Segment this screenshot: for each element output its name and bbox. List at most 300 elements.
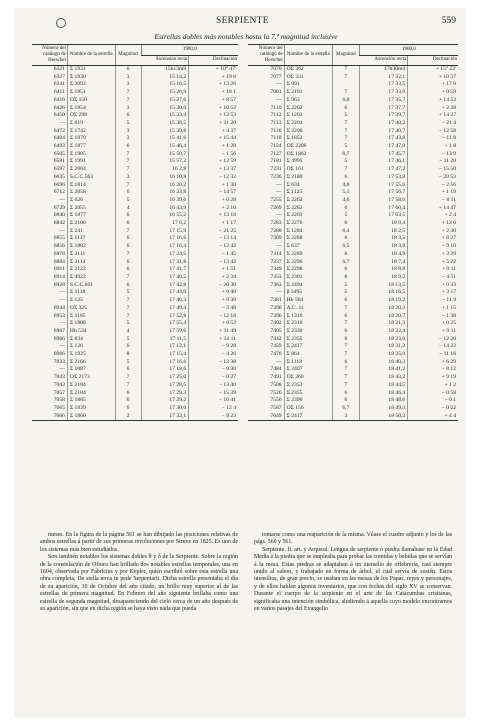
table-row [248,135,458,143]
magnitude: 5 [333,158,360,166]
magnitude: 6 [115,397,141,405]
star-name: S.C.C.601 [67,282,115,290]
table-row [32,220,238,228]
catalog-number: 7396 [270,312,282,319]
declination: − 13 42 [189,259,238,267]
star-name: Σ 126 [67,343,115,351]
magnitude: 6 [333,205,360,213]
table-row [248,120,458,128]
catalog-number: 7587 [270,404,282,411]
table-row [248,259,458,267]
table-row [248,212,458,220]
table-row [248,158,458,166]
catalog-number: — [59,119,65,126]
table-row [248,366,458,374]
declination: − 20 53 [408,174,458,182]
right-ascension: 18 2,5 [359,228,408,236]
star-name: Σ 4922 [67,274,115,282]
catalog-number: 7057 [53,389,65,396]
right-ascension: 17 47,2 [359,166,408,174]
page [14,8,466,718]
magnitude: 7 [115,297,141,305]
declination: − 3 48 [189,305,238,313]
right-ascension: 17 49,4 [141,305,189,313]
right-ascension: 18 20,3 [359,305,408,313]
catalog-number: 7349 [270,266,282,273]
table-row [32,189,238,197]
magnitude: 5 [115,197,141,205]
magnitude: 3 [115,135,141,143]
right-ascension: 18 16,5 [359,289,408,297]
magnitude: 3 [333,413,360,421]
declination: − 10 41 [189,397,238,405]
magnitude: 6 [115,390,141,398]
table-row [248,197,458,205]
right-ascension: 18 13,5 [359,282,408,290]
star-name: A.C. 11 [284,305,333,313]
declination: − 8 23 [189,413,238,421]
declination: − 11 8 [408,135,458,143]
catalog-number: 6856 [53,243,65,250]
table-row [248,128,458,136]
right-ascension: 18 49,3 [359,405,408,413]
declination: − 11 16 [408,351,458,359]
right-ascension: 18 43,2 [359,374,408,382]
table-row [248,313,458,321]
right-ascension: 18 46,4 [359,390,408,398]
declination: + 0 59 [408,89,458,97]
magnitude: 4,6 [333,197,360,205]
magnitude: 7 [333,343,360,351]
declination: + 15° 22' [408,66,458,74]
magnitude: 7 [333,374,360,382]
declination: − 0 58 [408,390,458,398]
right-ascension: 17 28,5 [141,382,189,390]
magnitude: 6 [115,266,141,274]
right-ascension: 15 46,4 [141,143,189,151]
table-row [32,174,238,182]
star-name: Σ 2180 [284,174,333,182]
star-name: Σ 2114 [67,259,115,267]
star-name: Σ 2298 [284,266,333,274]
table-row [32,212,238,220]
right-ascension: 17 41,7 [141,266,189,274]
table-row [248,274,458,282]
magnitude: 6 [115,220,141,228]
catalog-number: 6966 [53,351,65,358]
right-ascension: 17 46,3 [141,297,189,305]
star-name: Σ 125 [67,297,115,305]
catalog-number: 7110 [270,104,282,111]
table-row [32,297,238,305]
declination: + 18 1 [189,89,238,97]
catalog-number: — [276,212,282,219]
right-ascension: 17 15,4 [141,351,189,359]
right-ascension: 15 27,6 [141,97,189,105]
double-star-table-right [248,44,458,421]
star-name: Σ 1742 [67,128,115,136]
catalog-number: 6944 [53,304,65,311]
star-name: Σ 2330 [284,328,333,336]
table-row [32,128,238,136]
table-row [248,413,458,421]
declination: + 0 40 [189,289,238,297]
right-ascension: 17 60,4 [359,205,408,213]
catalog-number: 6635 [53,173,65,180]
table-row [32,228,238,236]
star-name: Σ 1316 [284,313,333,321]
star-name: Σ 2494 [284,282,333,290]
declination: + 1 2 [408,382,458,390]
right-ascension: 17 33,5 [359,81,408,89]
star-name: Σ 1808 [67,320,115,328]
star-name: Σ 2184 [67,382,115,390]
right-ascension: 18 3,8 [359,243,408,251]
table-row [32,235,238,243]
declination: + 6 29 [408,359,458,367]
table-row [248,89,458,97]
magnitude: 5 [115,336,141,344]
right-ascension: 15 16,5 [141,81,189,89]
paragraph: tomarse como una reaparición de la misma. Véase el cuadro adjunto y los de las págs. 560 y 561. [254,532,452,546]
declination: + 19 8 [189,74,238,82]
right-ascension: 17 31,8 [141,259,189,267]
table-row [248,405,458,413]
table-row [248,81,458,89]
magnitude [333,81,360,89]
right-ascension: 18 3,5 [359,235,408,243]
catalog-number: 7066 [32,413,67,421]
table-row [32,305,238,313]
catalog-number: 7484 [270,366,282,373]
table-row [248,266,458,274]
catalog-number: 6416 [53,96,65,103]
catalog-number: 7381 [270,297,282,304]
table-row [248,343,458,351]
paragraph: meses. En la figura de la página 561 se han dibujado las posiciones relativas de ambos estrellas á partir de sus primeras revoluciones por Struve en 1825. Es uno de los sistemas más bien estudiados. [40,532,238,553]
star-name: Σ 963 [284,97,333,105]
declination: + 0 52 [189,320,238,328]
catalog-number: — [276,243,282,250]
table-row [248,151,458,159]
star-name: OΣ 2173 [67,374,115,382]
right-ascension: 17 52,8 [141,313,189,321]
right-ascension: 17 63,5 [359,212,408,220]
star-name: Σ 1960 [67,413,115,421]
table-row [248,351,458,359]
magnitude: 6 [115,235,141,243]
magnitude: 6 [115,259,141,267]
declination: + 13 18 [189,212,238,220]
catalog-number: — [276,358,282,365]
star-name: Σ 834 [67,336,115,344]
declination: + 14 11 [189,336,238,344]
catalog-number: 7113 [270,119,282,126]
right-ascension: 17 11,5 [141,336,189,344]
catalog-number: 7363 [270,281,282,288]
declination: + 12 0 [408,220,458,228]
star-name: Σ 2204 [284,120,333,128]
table-row [248,390,458,398]
table-row [32,66,238,74]
table-row [32,289,238,297]
table-row [248,243,458,251]
right-ascension: 18 20,7 [359,313,408,321]
right-ascension: 17 59,6 [141,328,189,336]
star-name: Σ 2355 [284,390,333,398]
declination: + 9 19 [408,374,458,382]
star-name: Σ 1931 [67,66,115,74]
declination: + 11 20 [189,120,238,128]
right-ascension: 18 7,4 [359,259,408,267]
table-row [32,259,238,267]
magnitude: 6,8 [333,97,360,105]
right-ascension: 16 39,6 [141,197,189,205]
table-row [248,397,458,405]
right-ascension: 17 29,3 [141,390,189,398]
catalog-number: 6321 [53,66,65,72]
star-name: OΣ 298 [67,112,115,120]
declination: + 10° 47' [189,66,238,74]
star-name: Σ 2106 [67,220,115,228]
right-ascension: 15 26,9 [141,89,189,97]
magnitude: 6 [333,266,360,274]
declination: + 1 19 [408,189,458,197]
declination: + 3 17 [408,289,458,297]
right-ascension: 17 37,7 [359,105,408,113]
magnitude: 6 [333,336,360,344]
declination: − 12 58 [408,128,458,136]
catalog-number: 7309 [270,235,282,242]
right-ascension: 17 32,1 [141,413,189,421]
magnitude: 7 [333,320,360,328]
catalog-number: — [59,196,65,203]
catalog-number: 7476 [270,351,282,358]
table-row [248,174,458,182]
table-row [248,112,458,120]
right-ascension: 17 55,4 [141,320,189,328]
catalog-number: 7459 [270,343,282,350]
catalog-number: 7070 [270,66,282,72]
declination: + 4 37 [189,128,238,136]
declination: − 2 56 [408,182,458,190]
star-name: Σ 2262 [284,197,333,205]
table-row [32,105,238,113]
magnitude: 7 [115,151,141,159]
star-name: Σ 2202 [284,105,333,113]
table-row [32,320,238,328]
table-row [32,359,238,367]
table-row [248,374,458,382]
right-ascension: 15 50,7 [141,151,189,159]
catalog-number: 6967 [53,327,65,334]
right-ascension: 18 40,3 [359,359,408,367]
right-ascension: 17 16,6 [141,359,189,367]
star-name: Σ 2282 [284,205,333,213]
right-ascension: 17 53,8 [359,174,408,182]
header-ar: Ascensión recta [359,55,408,66]
star-name: β 5495 [284,289,333,297]
right-ascension: 18 31,2 [359,343,408,351]
declination: + 8 27 [408,235,458,243]
declination: + 12 59 [189,158,238,166]
table-row [248,182,458,190]
table-row [32,74,238,82]
magnitude: 7 [115,313,141,321]
right-ascension: 17 18,6 [141,366,189,374]
catalog-number: 7353 [270,273,282,280]
table-body-left [32,66,238,421]
paragraph: Serpiente. fi. art. y Arqueol. Lengua de serpiente ó piedra llamábase en la Edad Media á la piedra que se empleaba para probar las comidas y bebidas que se servían á la mesa. Estas piedras se adaptaban á un utensilio de orfebrería, casi siempre unido al salero, y trabajado en forma de árbol, el cual servía de sostén. Estos utensilios, de gran precio, se usaban en las mesas de los Papas, reyes y personajes, y de ellos hablan algunos inventarios, que con fechas del siglo XV se conservan. Durante el cuerpo de la serpiente en el arte de las Catacumbas cristianas, significaba una intención simbólica, aludiendo á aquella cuyo modelo encontramos en varios pasajes del Evangelio [254,546,452,613]
magnitude: 7 [333,66,360,74]
catalog-number: 7405 [270,327,282,334]
magnitude: 6 [115,366,141,374]
table-row [32,135,238,143]
table-row [248,336,458,344]
right-ascension: 18 23,6 [359,336,408,344]
page-number: 559 [441,16,456,26]
catalog-number: 6597 [53,166,65,173]
table-row [248,166,458,174]
declination: + 12 53 [189,112,238,120]
declination: + 1 8 [408,143,458,151]
table-row [32,374,238,382]
star-name: Σ 1930 [67,74,115,82]
catalog-number: 7043 [53,381,65,388]
declination: + 5 22 [408,259,458,267]
star-name: Σ 2206 [284,128,333,136]
star-name: Σ 619 [67,120,115,128]
magnitude: 7 [333,366,360,374]
right-ascension: 17 40,5 [141,274,189,282]
declination: − 20 30 [189,282,238,290]
catalog-number: 6484 [53,135,65,142]
star-name: OΣ 161 [284,166,333,174]
declination: + 4 4 [408,413,458,421]
star-name: Σ 864 [284,351,333,359]
declination: − 8 12 [408,366,458,374]
catalog-number: 7442 [270,335,282,342]
star-name: Σ 2407 [284,366,333,374]
declination: + 13 26 [189,81,238,89]
catalog-number: 6505 [53,150,65,157]
catalog-number: 7033 [53,358,65,365]
declination: + 1 17 [189,220,238,228]
right-ascension: 17 32,1 [359,74,408,82]
magnitude: 6 [333,390,360,398]
declination: − 13 9 [408,151,458,159]
declination: + 0 11 [408,266,458,274]
declination: − 1 38 [408,313,458,321]
star-name: Σ 2417 [284,413,333,421]
article-column-left [40,532,238,613]
star-name: Σ 991 [284,81,333,89]
catalog-number: 6928 [53,281,65,288]
star-name: Σ 4995 [284,158,333,166]
right-ascension: 18 44,5 [359,382,408,390]
magnitude: 6 [115,212,141,220]
article-column-right [254,532,452,613]
catalog-number: 6712 [53,189,65,196]
star-name: Σ 2417 [284,343,333,351]
magnitude: 6 [333,251,360,259]
star-tables [32,44,458,524]
table-row [248,305,458,313]
magnitude: 6 [333,235,360,243]
right-ascension: 15 57,2 [141,158,189,166]
right-ascension: 17 44,0 [141,289,189,297]
right-ascension: 15 14,2 [141,74,189,82]
catalog-number: 6472 [53,127,65,134]
catalog-number: 7116 [270,127,282,134]
table-row [248,105,458,113]
catalog-number: 7288 [270,227,282,234]
magnitude: 7 [115,166,141,174]
catalog-number: 7314 [270,250,282,257]
star-name: Σ 1991 [67,158,115,166]
star-name: Σ 634 [284,182,333,190]
table-row [32,382,238,390]
magnitude: 7 [115,228,141,236]
star-name: S.C.C.563 [67,174,115,182]
star-name: Σ 1954 [67,105,115,113]
magnitude: 3 [115,128,141,136]
right-ascension: 17 45,7 [359,151,408,159]
table-row [248,74,458,82]
star-name: Σ 2004 [67,166,115,174]
star-name: Hh 564 [284,297,333,305]
declination: + 0 30 [189,297,238,305]
catalog-number: 7043 [53,374,65,381]
right-ascension: 17 16,4 [141,243,189,251]
catalog-number: 6581 [53,158,65,165]
right-ascension: 16 23,8 [141,189,189,197]
table-row [32,282,238,290]
table-row [32,112,238,120]
magnitude: 6,7 [333,151,360,159]
star-name: Σ 2184 [67,390,115,398]
catalog-number: — [276,96,282,103]
table-row [248,328,458,336]
declination: − 11 20 [408,158,458,166]
star-name: Σ 2353 [284,382,333,390]
header-name: Nombre de la estrella [67,45,115,66]
catalog-number: — [59,366,65,373]
catalog-number: 7402 [270,320,282,327]
table-row [32,313,238,321]
magnitude: 6,7 [333,405,360,413]
magnitude: 5 [115,320,141,328]
right-ascension: 16 20,2 [141,182,189,190]
star-name: OΣ 362 [284,66,333,74]
catalog-number: 7508 [270,381,282,388]
declination: + 0 33 [408,282,458,290]
declination: + 13 37 [189,166,238,174]
catalog-number: 6840 [53,212,65,219]
right-ascension: 15 33,4 [141,112,189,120]
magnitude: 6 [333,397,360,405]
table-row [32,89,238,97]
right-ascension: 17 35,7 [359,97,408,105]
catalog-number: 6914 [53,273,65,280]
catalog-number: — [59,320,65,327]
declination: + 2 10 [189,205,238,213]
catalog-number: 7337 [270,258,282,265]
catalog-number: — [276,81,282,88]
right-ascension: 17 16,6 [141,235,189,243]
right-ascension: 16 55,2 [141,212,189,220]
catalog-number: 6341 [53,81,65,88]
